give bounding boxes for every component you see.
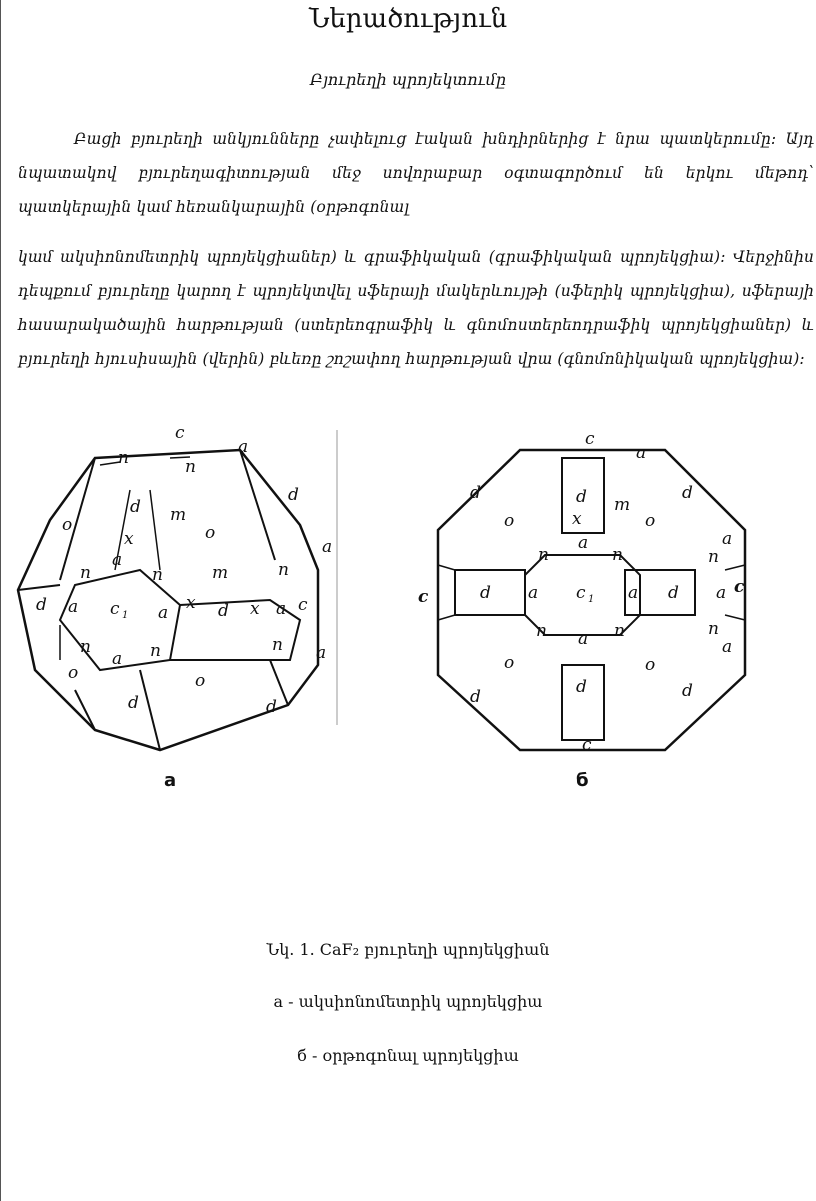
face-label-n-7: n: [150, 641, 161, 661]
face-label-d-8: d: [682, 483, 693, 503]
face-label-x-3: x: [250, 599, 260, 619]
face-label-a-13: a: [628, 583, 639, 603]
face-label-a-4: a: [68, 597, 79, 617]
page-title: Ներածություն: [308, 4, 508, 34]
face-label-n-13: n: [614, 621, 625, 641]
face-label-n-1: n: [118, 448, 129, 468]
face-label-n-5: n: [278, 560, 289, 580]
face-label-d-9: d: [576, 487, 587, 507]
face-label-d-2: d: [288, 485, 299, 505]
face-label-x-4: x: [572, 509, 582, 529]
face-label-m-2: m: [212, 563, 229, 583]
face-label-d-14: d: [682, 681, 693, 701]
face-label-c-3: c: [585, 429, 595, 449]
face-label-o-5: o: [504, 511, 515, 531]
face-label-n-3: n: [80, 563, 91, 583]
face-label-n-11: n: [708, 547, 719, 567]
face-label-a-5: a: [158, 603, 169, 623]
face-label-a-3: a: [322, 537, 333, 557]
face-label-c1-b-sub: 1: [588, 594, 595, 605]
figure-label-a: а: [164, 770, 177, 791]
face-label-a-9: a: [636, 443, 647, 463]
paragraph-2: կամ ակսիոնոմետրիկ պրոյեկցիաներ) և գրաֆիկական (գրաֆիկական պրոյեկցիա): Վերջինիս դեպքում բյուրեղը կարող է պրոյեկտվել սֆերայի մակերևույթի (սֆերիկ պրոյեկցիա), սֆերայի հասարակածային հարթության (ստերեոգրաֆիկ և գնոմոստերեոդրաֆիկ պրոյեկցիաներ) և բյուրեղի հյուսիսային (վերին) բևեռը շոշափող հարթության վրա (գնոմոնիկական պրոյեկցիա):: [18, 248, 814, 368]
face-label-d-7: d: [470, 483, 481, 503]
face-label-d-13: d: [470, 687, 481, 707]
face-label-a-16: a: [722, 637, 733, 657]
face-label-n-9: n: [538, 545, 549, 565]
face-label-n-12: n: [536, 621, 547, 641]
face-label-o-2: o: [205, 523, 216, 543]
face-label-x-1: x: [124, 529, 134, 549]
face-label-m-1: m: [170, 505, 187, 525]
face-label-n-6: n: [80, 637, 91, 657]
face-label-o-3: o: [68, 663, 79, 683]
section-subtitle: Բյուրեղի պրոյեկտումը: [309, 70, 507, 89]
face-label-o-1: o: [62, 515, 73, 535]
face-label-c-5: c: [734, 577, 745, 597]
face-label-n-14: n: [708, 619, 719, 639]
face-label-d-4: d: [218, 601, 229, 621]
face-label-a-15: a: [578, 629, 589, 649]
face-label-n-2: n: [185, 457, 196, 477]
face-label-d-5: d: [128, 693, 139, 713]
face-label-n-10: n: [612, 545, 623, 565]
crystal-figure: [0, 420, 816, 760]
face-label-o-6: o: [645, 511, 656, 531]
face-label-c-4: c: [418, 587, 429, 607]
face-label-a-6: a: [276, 599, 287, 619]
face-label-d-10: d: [480, 583, 491, 603]
face-label-o-4: o: [195, 671, 206, 691]
face-label-a-2: a: [112, 550, 123, 570]
face-label-n-4: n: [152, 565, 163, 585]
caption-line-1: Նկ. 1. CaF₂ բյուրեղի պրոյեկցիան: [266, 940, 550, 959]
face-label-d-1: d: [130, 497, 141, 517]
paragraph-1: Բացի բյուրեղի անկյունները չափելուց էական խնդիրներից է նրա պատկերումը: Այդ նպատակով բյուրեղագիտության մեջ սովորաբար օգտագործում են երկու մեթոդ՝ պատկերային կամ հեռանկարային (օրթոգոնալ: [18, 130, 814, 216]
face-label-a-7: a: [112, 649, 123, 669]
face-label-m-3: m: [614, 495, 631, 515]
face-label-c1-a-sub: 1: [122, 610, 129, 621]
face-label-o-8: o: [645, 655, 656, 675]
face-label-a-10: a: [578, 533, 589, 553]
face-label-d-3: d: [36, 595, 47, 615]
figure-label-b: б: [576, 770, 589, 791]
face-label-c-1: c: [298, 595, 308, 615]
face-label-a-14: a: [716, 583, 727, 603]
face-label-o-7: o: [504, 653, 515, 673]
face-label-x-2: x: [186, 593, 196, 613]
face-label-c1-a: c: [110, 599, 120, 619]
face-label-a-1: a: [238, 437, 249, 457]
face-label-a-8: a: [316, 643, 327, 663]
face-label-c1-b: c: [576, 583, 586, 603]
face-label-d-12: d: [576, 677, 587, 697]
caption-line-3: б - օրթոգոնալ պրոյեկցիա: [297, 1046, 519, 1065]
face-label-a-11: a: [722, 529, 733, 549]
face-label-a-12: a: [528, 583, 539, 603]
face-label-c-2: c: [175, 423, 185, 443]
face-label-d-11: d: [668, 583, 679, 603]
face-label-n-8: n: [272, 635, 283, 655]
face-label-d-6: d: [266, 697, 277, 717]
face-label-c-6: c: [582, 735, 592, 755]
caption-line-2: a - ակսիոնոմետրիկ պրոյեկցիա: [273, 992, 543, 1011]
